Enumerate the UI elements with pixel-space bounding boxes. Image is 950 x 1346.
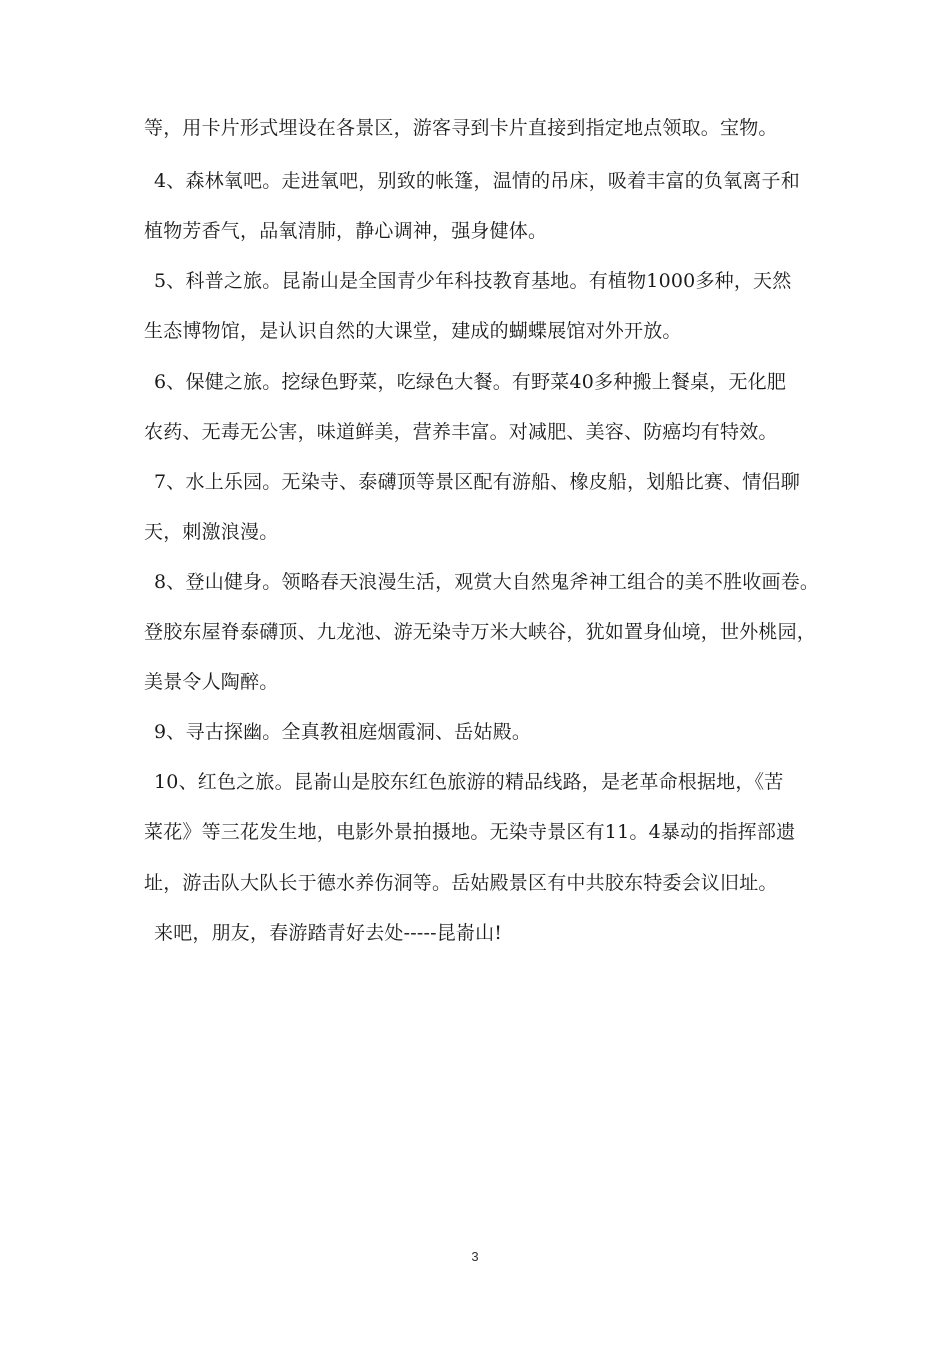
text-line: 登胶东屋脊泰礴顶、九龙池、游无染寺万米大峡谷，犹如置身仙境，世外桃园， [144,621,817,643]
text-line: 址，游击队大队长于德水养伤洞等。岳姑殿景区有中共胶东特委会议旧址。 [144,872,778,894]
text-line: 7、水上乐园。无染寺、泰礴顶等景区配有游船、橡皮船，划船比赛、情侣聊 [154,471,800,493]
text-line: 6、保健之旅。挖绿色野菜，吃绿色大餐。有野菜40多种搬上餐桌，无化肥 [154,371,787,393]
text-line: 生态博物馆，是认识自然的大课堂，建成的蝴蝶展馆对外开放。 [144,320,682,342]
text-line: 10、红色之旅。昆嵛山是胶东红色旅游的精品线路，是老革命根据地，《苦 [154,771,784,793]
text-line: 8、登山健身。领略春天浪漫生活，观赏大自然鬼斧神工组合的美不胜收画卷。 [154,571,820,593]
text-line: 植物芳香气，品氧清肺，静心调神，强身健体。 [144,220,548,242]
text-line: 天，刺激浪漫。 [144,521,279,543]
text-line: 等，用卡片形式埋设在各景区，游客寻到卡片直接到指定地点领取。宝物。 [144,117,778,139]
text-line: 9、寻古探幽。全真教祖庭烟霞洞、岳姑殿。 [154,721,532,743]
text-line: 菜花》等三花发生地，电影外景拍摄地。无染寺景区有11。4暴动的指挥部遗 [144,821,796,843]
text-line: 美景令人陶醉。 [144,671,279,693]
text-line: 4、森林氧吧。走进氧吧，别致的帐篷，温情的吊床，吸着丰富的负氧离子和 [154,170,800,192]
text-line: 5、科普之旅。昆嵛山是全国青少年科技教育基地。有植物1000多种，天然 [154,270,792,292]
page-number: 3 [471,1249,479,1264]
text-line: 来吧，朋友，春游踏青好去处-----昆嵛山! [154,922,503,944]
text-line: 农药、无毒无公害，味道鲜美，营养丰富。对减肥、美容、防癌均有特效。 [144,421,778,443]
